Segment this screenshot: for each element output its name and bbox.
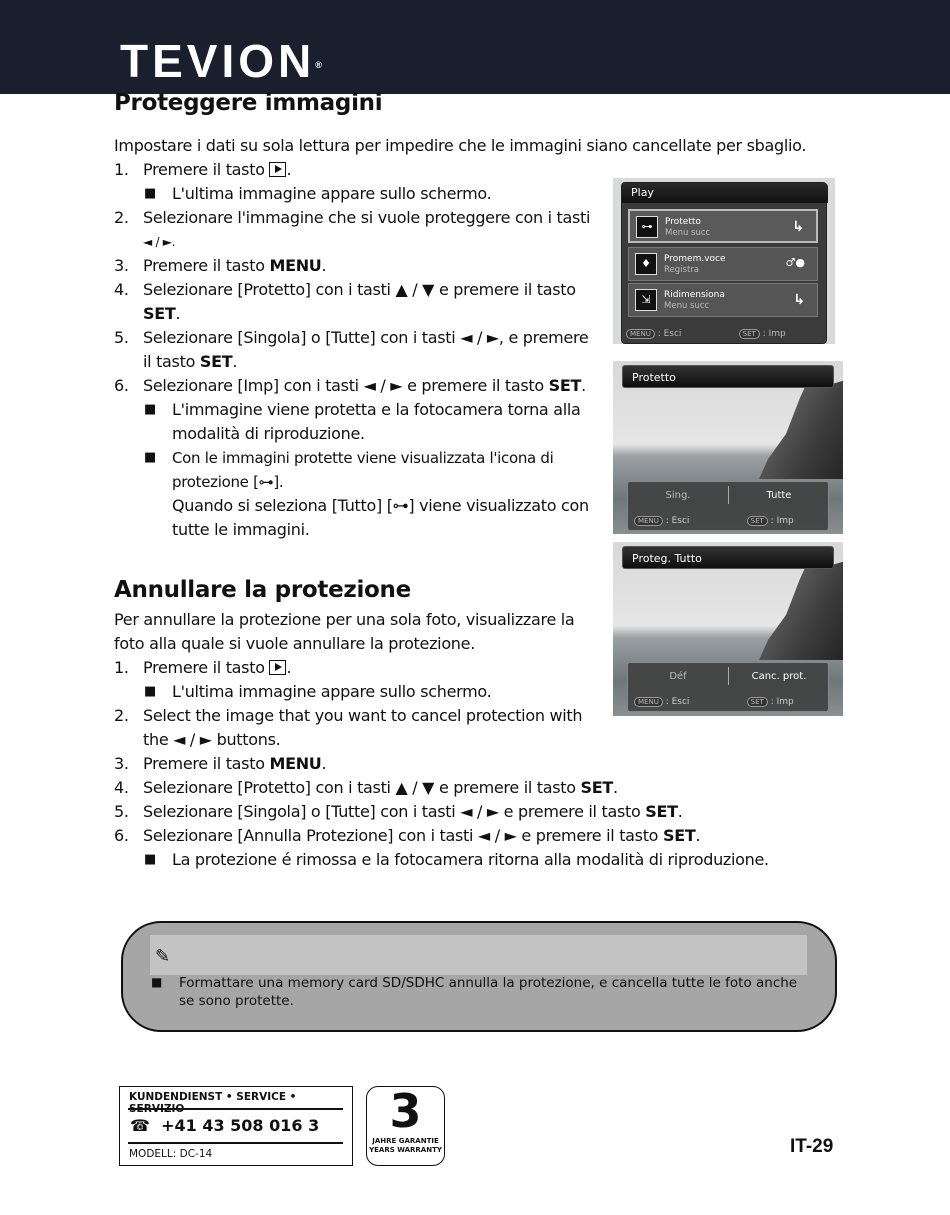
play-button-icon [269,162,286,177]
phone-icon: ☎ [130,1116,150,1135]
option-box [627,662,829,712]
overlay-footer: MENU : Esci SET : Imp [634,516,794,526]
section2-intro-2: foto alla quale si vuole annullare la protezione. [114,634,475,653]
section2-intro-1: Per annullare la protezione per una sola foto, visualizzare la [114,610,575,629]
menu-footer: MENU : Esci SET : Imp [626,329,786,339]
menu-item-resize: ⇲ Ridimensiona Menu succ ↳ [628,283,818,317]
service-phone: ☎ +41 43 508 016 3 [130,1116,320,1135]
service-header: KUNDENDIENST • SERVICE • [129,1091,297,1103]
record-icon: ♂● [785,256,805,269]
note-bullet: ■ [151,975,163,989]
protect-screenshot [613,361,843,534]
play-button-icon [269,660,286,675]
option-cancel-protect: Canc. prot. [751,671,807,682]
note-text: Formattare una memory card SD/SDHC annulla la protezione, e cancella tutte le foto anche se sono protette. [179,975,798,1009]
section-title-protect: Proteggere immagini [114,90,383,116]
option-single: Sing. [665,490,691,501]
mic-icon: ♦ [635,253,657,275]
enter-arrow-icon: ↳ [793,292,805,308]
unprotect-screenshot [613,542,843,716]
option-all: Tutte [766,490,792,501]
page-number: IT-29 [790,1136,834,1157]
camera-menu-screenshot [613,178,835,344]
menu-item-voice-memo: ♦ Promem.voce Registra ♂● [628,247,818,281]
section-title-unprotect: Annullare la protezione [114,577,411,603]
overlay-title: Protetto [622,365,834,388]
model-label: MODELL: DC-14 [129,1148,213,1160]
service-box [119,1086,353,1166]
header-bar [0,0,950,94]
brand-logo: TEVION® [120,35,322,87]
note-header [150,935,807,975]
resize-icon: ⇲ [635,289,657,311]
key-icon: ⊶ [636,216,658,238]
enter-arrow-icon: ↳ [792,219,804,235]
option-default: Déf [669,671,687,682]
section-intro: Impostare i dati su sola lettura per impedire che le immagini siano cancellate per sbaglio. [114,136,807,155]
overlay-footer: MENU : Esci SET : Imp [634,697,794,707]
option-box [627,481,829,531]
overlay-title: Proteg. Tutto [622,546,834,569]
pencil-icon: ✎ [155,946,171,967]
menu-item-protect: ⊶ Protetto Menu succ ↳ [628,209,818,243]
warranty-badge: 3 JAHRE GARANTIE YEARS WARRANTY [366,1086,445,1166]
menu-title: Play [622,183,828,203]
